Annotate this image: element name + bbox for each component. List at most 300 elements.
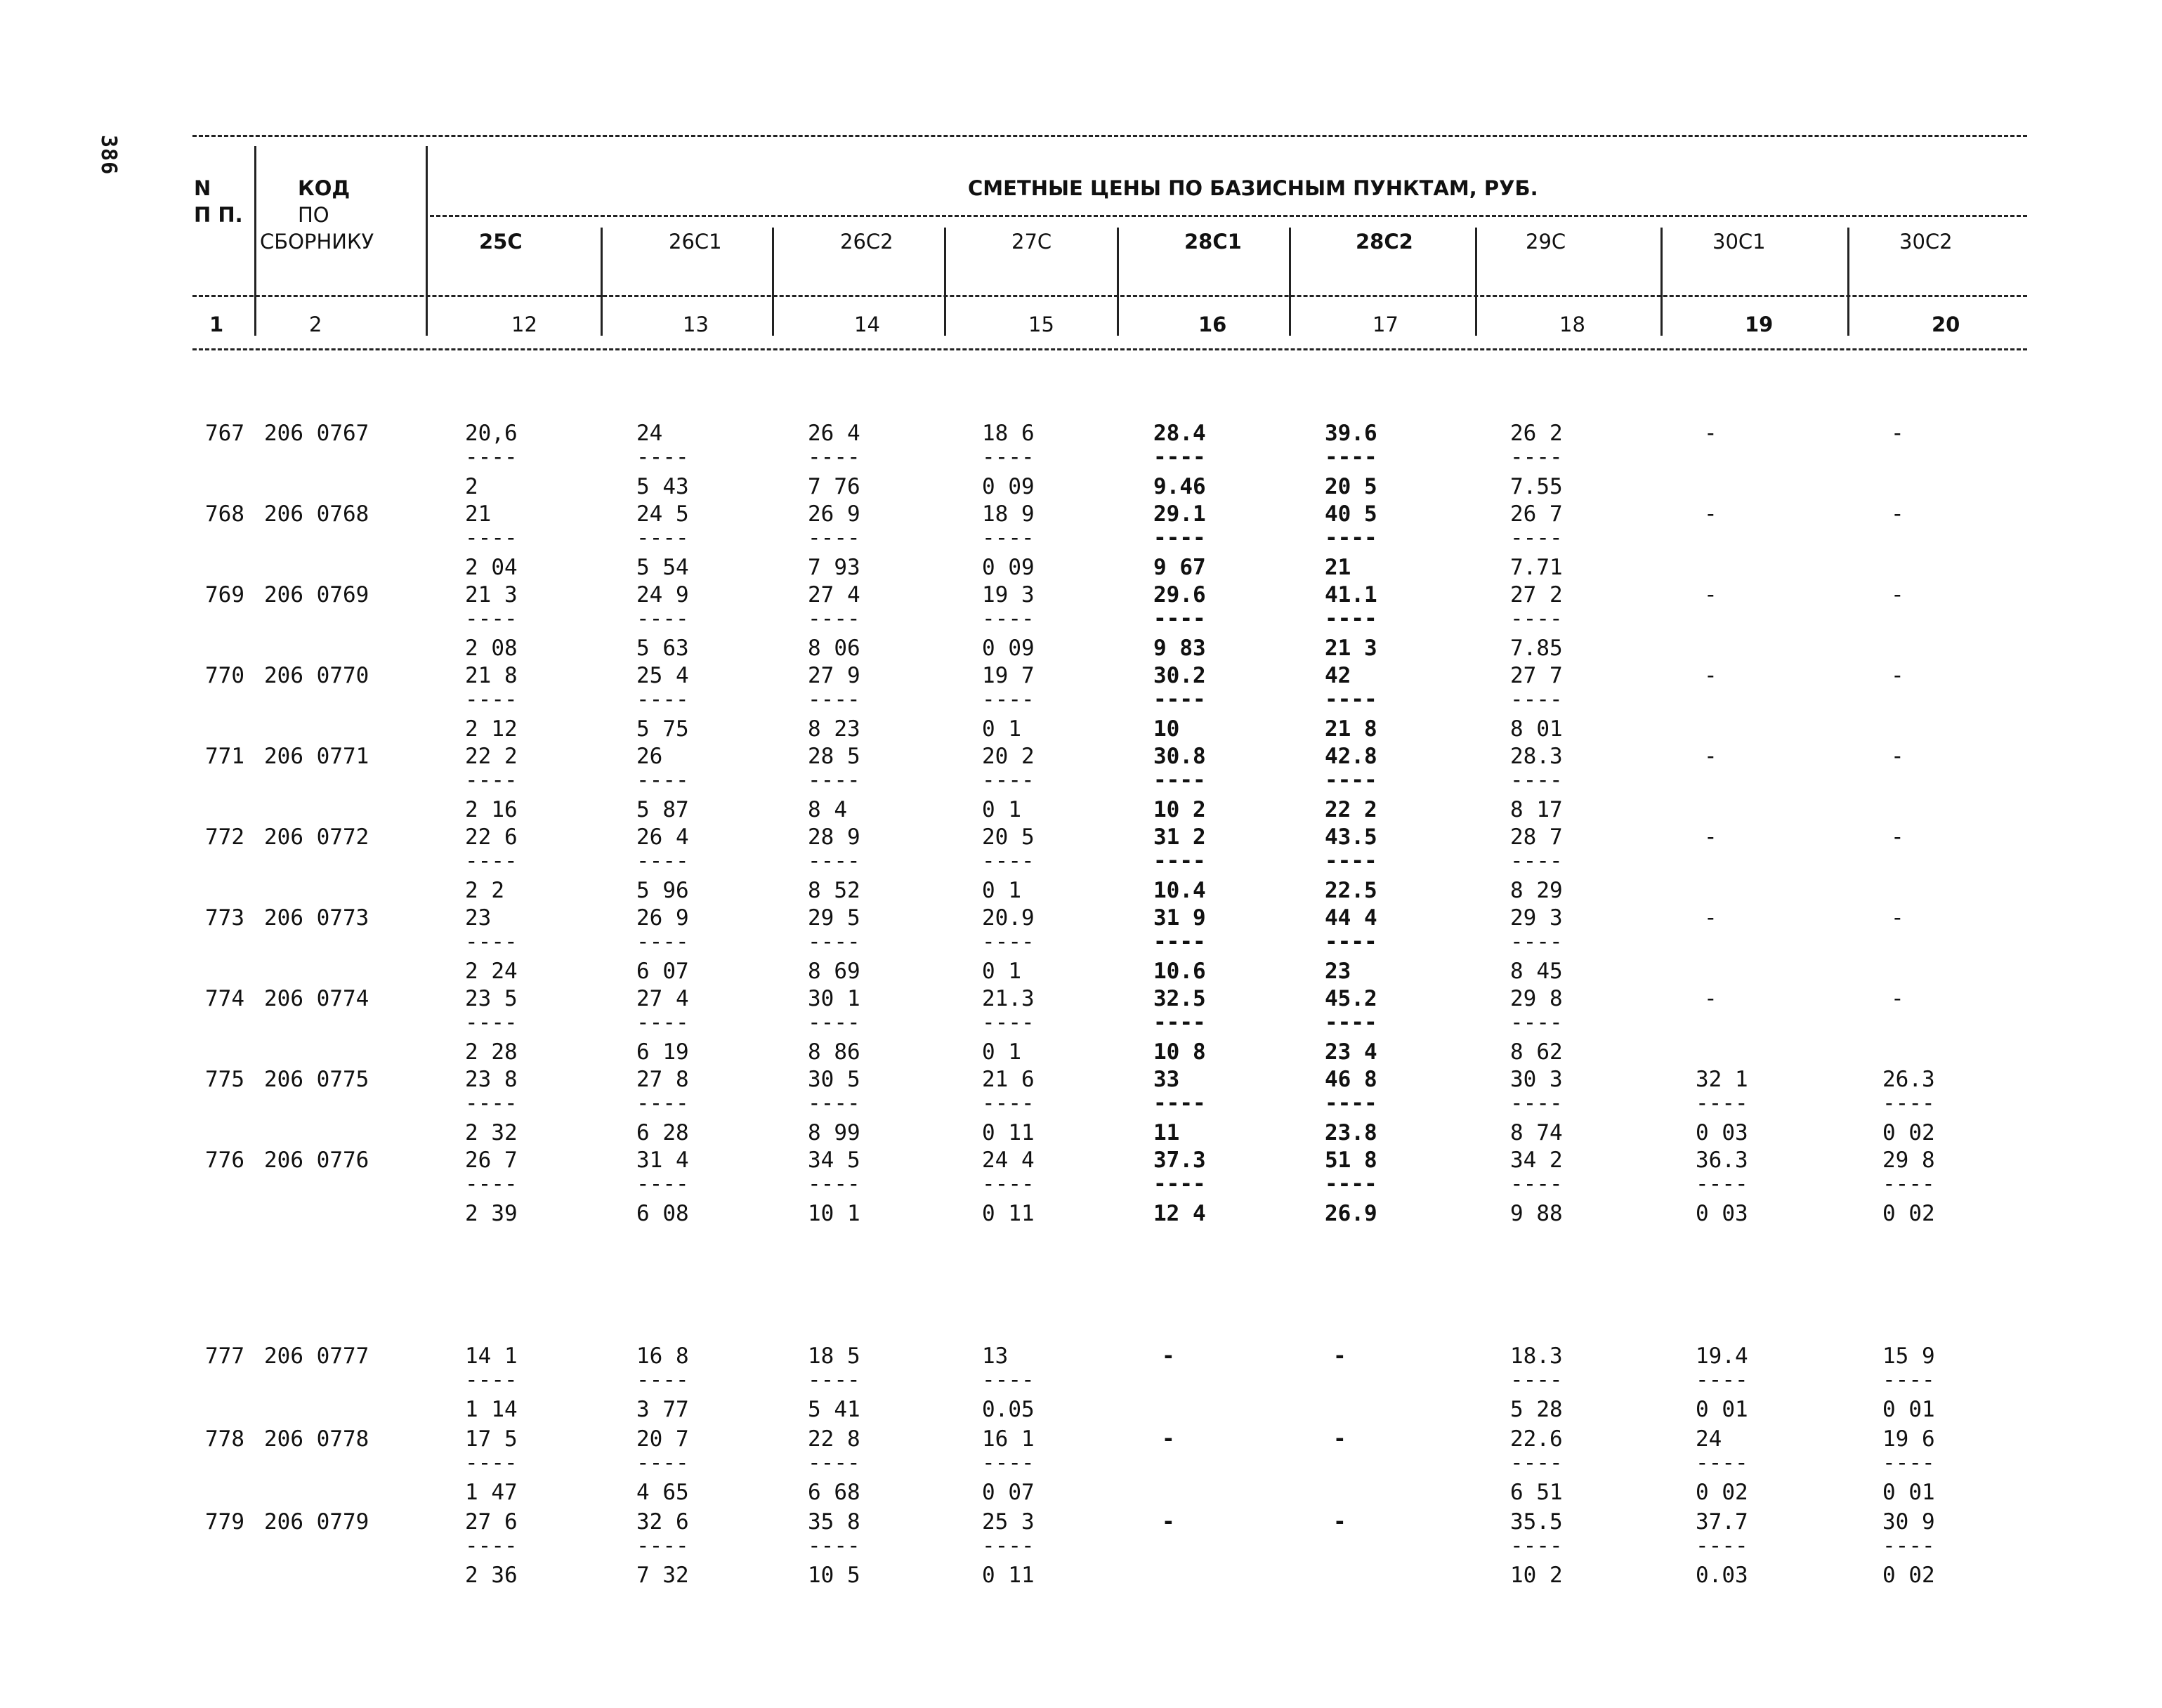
price-value: 36.3 [1696,1148,1748,1173]
price-value: 32 6 [636,1509,689,1535]
price-value-secondary: 26.9 [1325,1201,1377,1226]
price-value-secondary: 10 [1153,716,1180,742]
price-value-secondary: 0 1 [982,878,1021,903]
price-value-secondary: 5 75 [636,716,689,742]
header-divider [944,228,946,336]
row-code: 206 0770 [264,663,369,688]
price-value-secondary: 10 2 [1510,1563,1563,1588]
price-value: - [1891,421,1904,446]
header-col-number: 17 [1372,313,1398,336]
fraction-bar: ---- [1882,1171,1935,1197]
price-value-secondary: 0.05 [982,1397,1035,1422]
fraction-bar: ---- [465,1533,518,1558]
fraction-bar: ---- [982,1010,1035,1035]
price-value: 25 3 [982,1509,1035,1535]
fraction-bar: ---- [465,929,518,954]
header-col-number: 16 [1198,313,1227,336]
fraction-bar: ---- [465,768,518,793]
price-value: 26 2 [1510,421,1563,446]
fraction-bar: ---- [1325,606,1377,631]
price-value: 20,6 [465,421,518,446]
price-value: 31 4 [636,1148,689,1173]
fraction-bar: ---- [465,848,518,874]
header-divider [1117,228,1119,336]
header-col-number: 2 [309,313,322,336]
fraction-bar: ---- [636,1533,689,1558]
price-value-secondary: 0 02 [1696,1480,1748,1505]
price-value: 44 4 [1325,905,1377,931]
price-value-secondary: 0 01 [1882,1480,1935,1505]
price-value: 30.2 [1153,663,1206,688]
price-value: 34 2 [1510,1148,1563,1173]
price-value: 22 6 [465,825,518,850]
price-value-secondary: 0 11 [982,1201,1035,1226]
price-value: 31 2 [1153,825,1206,850]
fraction-bar: ---- [1153,1091,1206,1116]
price-value-secondary: 12 4 [1153,1201,1206,1226]
price-value: 29 8 [1882,1148,1935,1173]
price-value-secondary: 9 88 [1510,1201,1563,1226]
fraction-bar: ---- [465,687,518,712]
fraction-bar: ---- [1510,848,1563,874]
price-value: 28 9 [808,825,860,850]
price-value: - [1333,1509,1347,1535]
price-value-secondary: 22 2 [1325,797,1377,822]
header-sub-rule [192,295,2027,297]
price-value-secondary: 0 02 [1882,1563,1935,1588]
fraction-bar: ---- [465,1367,518,1393]
fraction-bar: ---- [1325,929,1377,954]
price-value: 29.1 [1153,501,1206,527]
fraction-bar: ---- [636,445,689,470]
price-value-secondary: 0 1 [982,716,1021,742]
price-value-secondary: 2 12 [465,716,518,742]
fraction-bar: ---- [808,848,860,874]
fraction-bar: ---- [465,1450,518,1476]
fraction-bar: ---- [1153,1010,1206,1035]
fraction-bar: ---- [808,1533,860,1558]
price-value: 21.3 [982,986,1035,1011]
row-number: 771 [205,744,244,769]
fraction-bar: ---- [1882,1091,1935,1116]
price-value-secondary: 9 83 [1153,636,1206,661]
fraction-bar: ---- [1696,1450,1748,1476]
price-value: 35.5 [1510,1509,1563,1535]
price-value: 18.3 [1510,1344,1563,1369]
price-value-secondary: 2 2 [465,878,504,903]
fraction-bar: ---- [636,1450,689,1476]
fraction-bar: ---- [808,606,860,631]
price-value: - [1891,501,1904,527]
price-value: 27 7 [1510,663,1563,688]
price-value: 31 9 [1153,905,1206,931]
price-value-secondary: 0 02 [1882,1120,1935,1145]
price-value-secondary: 1 14 [465,1397,518,1422]
header-group-title: СМЕТНЫЕ ЦЕНЫ ПО БАЗИСНЫМ ПУНКТАМ, РУБ. [968,176,1538,200]
header-col-code-3: СБОРНИКУ [260,230,374,254]
price-value-secondary: 6 28 [636,1120,689,1145]
price-value: 24 5 [636,501,689,527]
price-value-secondary: 8 45 [1510,959,1563,984]
price-value: 29 3 [1510,905,1563,931]
fraction-bar: ---- [1696,1367,1748,1393]
header-divider [1847,228,1849,336]
price-value: - [1704,421,1717,446]
price-value: 16 8 [636,1344,689,1369]
price-value: - [1891,905,1904,931]
price-value-secondary: 11 [1153,1120,1180,1145]
price-value: 27 9 [808,663,860,688]
price-value: 46 8 [1325,1067,1377,1092]
price-value: 21 [465,501,492,527]
price-value-secondary: 2 16 [465,797,518,822]
price-value: 34 5 [808,1148,860,1173]
fraction-bar: ---- [1153,929,1206,954]
row-number: 779 [205,1509,244,1535]
fraction-bar: ---- [465,606,518,631]
fraction-bar: ---- [808,1450,860,1476]
price-value: 33 [1153,1067,1180,1092]
price-value-secondary: 2 04 [465,555,518,580]
fraction-bar: ---- [1153,445,1206,470]
fraction-bar: ---- [1696,1533,1748,1558]
price-value-secondary: 2 39 [465,1201,518,1226]
price-value: 24 [1696,1426,1722,1452]
price-value-secondary: 10 5 [808,1563,860,1588]
price-value: 27 8 [636,1067,689,1092]
row-code: 206 0769 [264,582,369,607]
fraction-bar: ---- [1153,687,1206,712]
price-value-secondary: 10 1 [808,1201,860,1226]
header-col-number: 18 [1559,313,1585,336]
price-value-secondary: 5 43 [636,474,689,499]
fraction-bar: ---- [982,1533,1035,1558]
fraction-bar: ---- [1325,848,1377,874]
fraction-bar: ---- [1510,445,1563,470]
price-value: 30 1 [808,986,860,1011]
price-value-secondary: 8 29 [1510,878,1563,903]
price-value: 28.3 [1510,744,1563,769]
price-value: 35 8 [808,1509,860,1535]
header-divider [426,146,428,336]
price-value: 26 9 [808,501,860,527]
fraction-bar: ---- [808,1171,860,1197]
fraction-bar: ---- [808,1091,860,1116]
price-value: 28.4 [1153,421,1206,446]
fraction-bar: ---- [982,1450,1035,1476]
price-value-secondary: 9.46 [1153,474,1206,499]
price-value: 32 1 [1696,1067,1748,1092]
price-value-secondary: 2 [465,474,478,499]
price-value: 22.6 [1510,1426,1563,1452]
fraction-bar: ---- [1510,606,1563,631]
price-value-secondary: 0 02 [1882,1201,1935,1226]
price-value-secondary: 8 62 [1510,1039,1563,1065]
price-value-secondary: 21 [1325,555,1351,580]
price-value-secondary: 8 99 [808,1120,860,1145]
header-point: 28С2 [1356,230,1413,254]
row-number: 770 [205,663,244,688]
price-value-secondary: 6 07 [636,959,689,984]
price-value: 18 5 [808,1344,860,1369]
price-value-secondary: 10.4 [1153,878,1206,903]
price-value: - [1704,825,1717,850]
price-value: 39.6 [1325,421,1377,446]
header-divider [1660,228,1663,336]
price-value-secondary: 2 36 [465,1563,518,1588]
price-value: 16 1 [982,1426,1035,1452]
price-value: 26 9 [636,905,689,931]
fraction-bar: ---- [1325,525,1377,551]
price-value: 17 5 [465,1426,518,1452]
price-value-secondary: 7 93 [808,555,860,580]
header-col-number: 19 [1745,313,1774,336]
fraction-bar: ---- [808,768,860,793]
fraction-bar: ---- [636,768,689,793]
header-point: 30С2 [1899,230,1953,254]
price-value: - [1162,1426,1175,1452]
fraction-bar: ---- [636,525,689,551]
header-bottom-rule [192,348,2027,350]
price-value: 37.3 [1153,1148,1206,1173]
header-col-code: КОД [298,176,350,200]
price-value-secondary: 7.55 [1510,474,1563,499]
price-value: 19 3 [982,582,1035,607]
header-group-rule [430,215,2027,217]
price-value-secondary: 2 32 [465,1120,518,1145]
fraction-bar: ---- [1510,1010,1563,1035]
fraction-bar: ---- [636,606,689,631]
price-value: - [1162,1344,1175,1369]
price-value-secondary: 8 86 [808,1039,860,1065]
price-value: - [1704,582,1717,607]
price-value: 26 4 [808,421,860,446]
price-value: 13 [982,1344,1009,1369]
fraction-bar: ---- [1510,1091,1563,1116]
fraction-bar: ---- [1325,1091,1377,1116]
header-col-number: 12 [511,313,537,336]
fraction-bar: ---- [1882,1533,1935,1558]
price-value-secondary: 7 32 [636,1563,689,1588]
row-number: 774 [205,986,244,1011]
fraction-bar: ---- [1325,445,1377,470]
header-point: 30С1 [1712,230,1766,254]
price-value: - [1704,744,1717,769]
price-value-secondary: 0 1 [982,1039,1021,1065]
row-code: 206 0768 [264,501,369,527]
price-value: 24 4 [982,1148,1035,1173]
fraction-bar: ---- [808,1010,860,1035]
fraction-bar: ---- [1325,687,1377,712]
fraction-bar: ---- [982,687,1035,712]
price-value: - [1704,501,1717,527]
price-value: 28 5 [808,744,860,769]
fraction-bar: ---- [1510,1533,1563,1558]
row-code: 206 0779 [264,1509,369,1535]
header-top-rule [192,135,2027,137]
price-value-secondary: 5 87 [636,797,689,822]
price-value: 20.9 [982,905,1035,931]
price-value-secondary: 2 24 [465,959,518,984]
row-number: 773 [205,905,244,931]
price-value: 27 4 [808,582,860,607]
fraction-bar: ---- [465,1010,518,1035]
price-value: 30.8 [1153,744,1206,769]
fraction-bar: ---- [1696,1091,1748,1116]
price-value: - [1704,663,1717,688]
price-value: 26 7 [465,1148,518,1173]
header-divider [772,228,774,336]
price-value: 28 7 [1510,825,1563,850]
header-col-n: N [194,176,211,200]
row-number: 768 [205,501,244,527]
price-value-secondary: 10 8 [1153,1039,1206,1065]
price-value: 20 7 [636,1426,689,1452]
fraction-bar: ---- [1325,1010,1377,1035]
fraction-bar: ---- [636,1091,689,1116]
row-code: 206 0767 [264,421,369,446]
header-col-number: 15 [1028,313,1054,336]
price-value: 24 9 [636,582,689,607]
fraction-bar: ---- [636,848,689,874]
price-value: 27 4 [636,986,689,1011]
fraction-bar: ---- [808,445,860,470]
header-point: 29С [1526,230,1566,254]
fraction-bar: ---- [1153,768,1206,793]
row-number: 775 [205,1067,244,1092]
page-number: 386 [96,135,121,176]
price-value-secondary: 0 07 [982,1480,1035,1505]
fraction-bar: ---- [1510,1450,1563,1476]
fraction-bar: ---- [465,445,518,470]
header-divider [1289,228,1291,336]
price-value-secondary: 0.03 [1696,1563,1748,1588]
price-value-secondary: 2 28 [465,1039,518,1065]
price-value: 45.2 [1325,986,1377,1011]
fraction-bar: ---- [808,687,860,712]
row-number: 769 [205,582,244,607]
price-value-secondary: 0 01 [1696,1397,1748,1422]
row-code: 206 0777 [264,1344,369,1369]
price-value: 24 [636,421,663,446]
header-col-code-2: ПО [298,203,329,227]
price-value: 41.1 [1325,582,1377,607]
price-value-secondary: 20 5 [1325,474,1377,499]
fraction-bar: ---- [1882,1450,1935,1476]
fraction-bar: ---- [1510,929,1563,954]
price-value-secondary: 3 77 [636,1397,689,1422]
price-value-secondary: 8 23 [808,716,860,742]
header-point: 27С [1011,230,1052,254]
price-value: 19.4 [1696,1344,1748,1369]
price-value-secondary: 7.85 [1510,636,1563,661]
price-value: 20 5 [982,825,1035,850]
price-value: 26 [636,744,663,769]
price-value-secondary: 5 96 [636,878,689,903]
price-value: 29 5 [808,905,860,931]
header-col-pp: П П. [194,203,243,227]
price-value: 43.5 [1325,825,1377,850]
fraction-bar: ---- [1510,768,1563,793]
fraction-bar: ---- [1153,1171,1206,1197]
fraction-bar: ---- [636,1171,689,1197]
price-value: - [1891,663,1904,688]
price-value: 21 8 [465,663,518,688]
fraction-bar: ---- [1510,525,1563,551]
fraction-bar: ---- [1325,768,1377,793]
header-col-number: 1 [209,313,224,336]
fraction-bar: ---- [982,1091,1035,1116]
price-value: - [1891,582,1904,607]
row-code: 206 0775 [264,1067,369,1092]
price-value-secondary: 8 69 [808,959,860,984]
price-value-secondary: 6 08 [636,1201,689,1226]
price-value: 30 9 [1882,1509,1935,1535]
price-value-secondary: 21 8 [1325,716,1377,742]
price-value-secondary: 8 17 [1510,797,1563,822]
price-value-secondary: 0 1 [982,797,1021,822]
fraction-bar: ---- [636,1367,689,1393]
row-code: 206 0773 [264,905,369,931]
fraction-bar: ---- [1510,687,1563,712]
price-value-secondary: 5 54 [636,555,689,580]
fraction-bar: ---- [1882,1367,1935,1393]
price-value: 23 [465,905,492,931]
fraction-bar: ---- [1325,1171,1377,1197]
row-code: 206 0772 [264,825,369,850]
fraction-bar: ---- [1510,1171,1563,1197]
price-value: 25 4 [636,663,689,688]
fraction-bar: ---- [808,525,860,551]
row-code: 206 0771 [264,744,369,769]
price-value: - [1704,986,1717,1011]
price-value: 42.8 [1325,744,1377,769]
header-point: 26С1 [669,230,722,254]
price-value: 42 [1325,663,1351,688]
row-number: 767 [205,421,244,446]
fraction-bar: ---- [982,525,1035,551]
price-value: 23 8 [465,1067,518,1092]
price-value-secondary: 8 01 [1510,716,1563,742]
fraction-bar: ---- [465,525,518,551]
price-value: - [1891,744,1904,769]
header-point: 26С2 [840,230,893,254]
price-value-secondary: 4 65 [636,1480,689,1505]
price-value: 18 9 [982,501,1035,527]
price-value-secondary: 5 41 [808,1397,860,1422]
price-value-secondary: 0 09 [982,636,1035,661]
fraction-bar: ---- [982,1367,1035,1393]
price-value-secondary: 7.71 [1510,555,1563,580]
price-value-secondary: 10 2 [1153,797,1206,822]
header-divider [601,228,603,336]
price-value: 21 3 [465,582,518,607]
price-value-secondary: 10.6 [1153,959,1206,984]
fraction-bar: ---- [465,1091,518,1116]
fraction-bar: ---- [1153,606,1206,631]
fraction-bar: ---- [1153,525,1206,551]
price-value-secondary: 23 [1325,959,1351,984]
price-value-secondary: 6 68 [808,1480,860,1505]
price-value: 40 5 [1325,501,1377,527]
price-value: - [1891,986,1904,1011]
fraction-bar: ---- [636,1010,689,1035]
price-value-secondary: 8 74 [1510,1120,1563,1145]
price-value: 26.3 [1882,1067,1935,1092]
price-value-secondary: 21 3 [1325,636,1377,661]
price-value-secondary: 5 28 [1510,1397,1563,1422]
price-value-secondary: 0 03 [1696,1120,1748,1145]
